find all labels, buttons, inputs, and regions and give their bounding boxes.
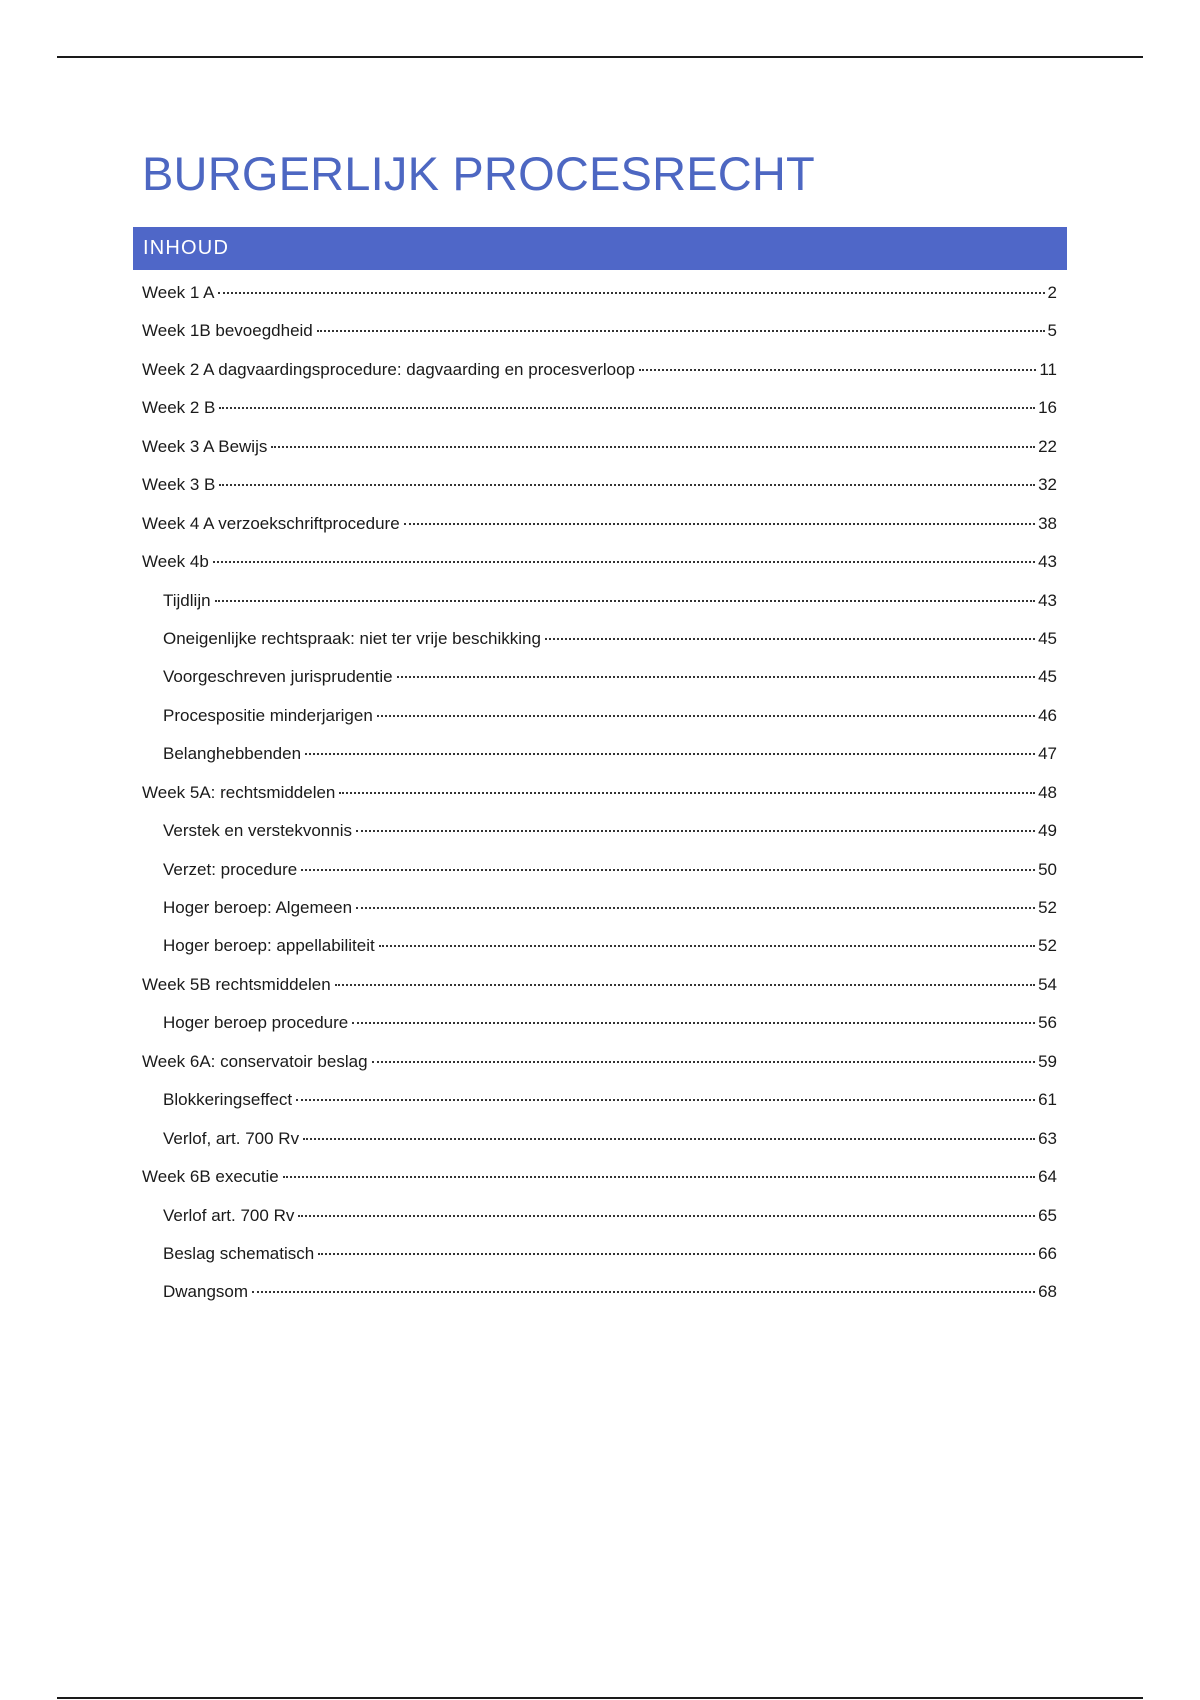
toc-entry-label: Blokkeringseffect [163, 1090, 293, 1110]
toc-entry-page-number: 61 [1038, 1090, 1057, 1110]
toc-dot-leader [335, 984, 1035, 986]
toc-entry[interactable] [142, 505, 1057, 543]
toc-entry[interactable] [142, 428, 1057, 466]
toc-entry[interactable] [142, 1043, 1057, 1081]
toc-entry-label: Hoger beroep: appellabiliteit [163, 936, 375, 956]
toc-dot-leader [283, 1176, 1035, 1178]
toc-dot-leader [397, 676, 1035, 678]
toc-entry[interactable] [142, 543, 1057, 581]
toc-entry-label: Week 1 A [142, 283, 215, 302]
table-of-contents [142, 274, 1057, 1312]
toc-entry-label: Verzet: procedure [163, 859, 298, 879]
toc-dot-leader [305, 753, 1035, 755]
toc-entry-label: Week 4 A verzoekschriftprocedure [142, 513, 400, 533]
toc-entry-label: Week 2 A dagvaardingsprocedure: dagvaarding en procesverloop [142, 359, 636, 379]
toc-entry-page-number: 22 [1038, 436, 1057, 456]
toc-entry-page-number: 68 [1038, 1282, 1057, 1302]
toc-heading: INHOUD [133, 227, 1067, 270]
toc-dot-leader [404, 523, 1035, 525]
header-rule [57, 56, 1143, 58]
toc-entry[interactable] [142, 812, 1057, 850]
toc-entry-page-number: 32 [1038, 475, 1057, 495]
toc-entry-label: Procespositie minderjarigen [163, 705, 373, 725]
toc-dot-leader [377, 715, 1035, 717]
toc-entry[interactable] [142, 389, 1057, 427]
toc-dot-leader [639, 369, 1036, 371]
toc-entry-page-number: 63 [1038, 1128, 1057, 1148]
toc-entry[interactable] [142, 582, 1057, 620]
toc-entry-label: Verlof art. 700 Rv [163, 1205, 295, 1225]
toc-dot-leader [303, 1138, 1035, 1140]
toc-entry-page-number: 54 [1038, 974, 1057, 994]
toc-entry-page-number: 2 [1047, 283, 1057, 302]
toc-entry[interactable] [142, 1197, 1057, 1235]
toc-entry-page-number: 56 [1038, 1013, 1057, 1033]
toc-dot-leader [252, 1291, 1035, 1293]
toc-entry-page-number: 66 [1038, 1243, 1057, 1263]
toc-dot-leader [356, 830, 1035, 832]
toc-dot-leader [379, 945, 1035, 947]
toc-entry-page-number: 38 [1038, 513, 1057, 533]
toc-entry-page-number: 45 [1038, 667, 1057, 687]
toc-entry-label: Verstek en verstekvonnis [163, 821, 352, 841]
toc-entry-label: Week 6B executie [142, 1167, 279, 1187]
toc-entry[interactable] [142, 1158, 1057, 1196]
toc-dot-leader [356, 907, 1035, 909]
toc-entry-label: Voorgeschreven jurisprudentie [163, 667, 393, 687]
toc-entry-page-number: 43 [1038, 590, 1057, 610]
toc-entry-label: Week 6A: conservatoir beslag [142, 1051, 368, 1071]
toc-entry[interactable] [142, 1004, 1057, 1042]
toc-dot-leader [545, 638, 1035, 640]
toc-entry[interactable] [142, 1273, 1057, 1311]
toc-entry-page-number: 52 [1038, 898, 1057, 917]
toc-entry-page-number: 50 [1038, 859, 1057, 879]
toc-dot-leader [219, 407, 1035, 409]
toc-entry-page-number: 5 [1047, 321, 1057, 341]
toc-entry[interactable] [142, 466, 1057, 504]
toc-entry-label: Week 5B rechtsmiddelen [142, 974, 331, 994]
toc-entry[interactable] [142, 658, 1057, 696]
toc-entry-label: Dwangsom [163, 1282, 249, 1302]
toc-entry-page-number: 48 [1038, 782, 1057, 802]
toc-entry-label: Hoger beroep procedure [163, 1013, 349, 1033]
toc-entry-label: Beslag schematisch [163, 1243, 315, 1263]
toc-entry-page-number: 43 [1038, 552, 1057, 572]
toc-dot-leader [301, 869, 1035, 871]
toc-entry-page-number: 11 [1039, 359, 1057, 379]
toc-entry[interactable] [142, 889, 1057, 927]
toc-entry[interactable] [142, 697, 1057, 735]
toc-entry[interactable] [142, 927, 1057, 965]
toc-dot-leader [317, 330, 1045, 332]
toc-dot-leader [298, 1215, 1035, 1217]
toc-entry-label: Verlof, art. 700 Rv [163, 1128, 300, 1148]
toc-entry-page-number: 59 [1038, 1051, 1057, 1071]
footer-rule [57, 1697, 1143, 1699]
toc-entry-label: Week 5A: rechtsmiddelen [142, 782, 336, 802]
toc-entry-label: Week 1B bevoegdheid [142, 321, 313, 341]
toc-entry[interactable] [142, 774, 1057, 812]
toc-entry[interactable] [142, 735, 1057, 773]
toc-entry-page-number: 47 [1038, 744, 1057, 764]
toc-entry-page-number: 64 [1038, 1167, 1057, 1187]
toc-entry-page-number: 46 [1038, 705, 1057, 725]
toc-dot-leader [219, 484, 1035, 486]
toc-dot-leader [213, 561, 1035, 563]
toc-entry[interactable] [142, 851, 1057, 889]
toc-dot-leader [215, 600, 1036, 602]
toc-entry-page-number: 65 [1038, 1205, 1057, 1225]
toc-entry[interactable] [142, 312, 1057, 350]
toc-dot-leader [318, 1253, 1035, 1255]
toc-entry-label: Tijdlijn [163, 590, 211, 610]
toc-entry[interactable] [142, 351, 1057, 389]
toc-dot-leader [352, 1022, 1035, 1024]
toc-entry-label: Week 2 B [142, 398, 216, 418]
toc-entry-label: Week 3 A Bewijs [142, 436, 268, 456]
toc-entry-page-number: 52 [1038, 936, 1057, 956]
toc-entry[interactable] [142, 1120, 1057, 1158]
toc-entry[interactable] [142, 966, 1057, 1004]
toc-entry-page-number: 16 [1038, 398, 1057, 418]
toc-entry[interactable] [142, 274, 1057, 312]
toc-entry-page-number: 45 [1038, 628, 1057, 648]
toc-entry-label: Oneigenlijke rechtspraak: niet ter vrije beschikking [163, 628, 541, 648]
toc-entry-label: Hoger beroep: Algemeen [163, 898, 353, 917]
toc-entry-label: Belanghebbenden [163, 744, 302, 764]
toc-entry-label: Week 4b [142, 552, 209, 572]
toc-dot-leader [271, 446, 1035, 448]
toc-entry[interactable] [142, 1235, 1057, 1273]
toc-entry[interactable] [142, 620, 1057, 658]
toc-dot-leader [372, 1061, 1036, 1063]
toc-dot-leader [296, 1099, 1035, 1101]
toc-entry-page-number: 49 [1038, 821, 1057, 841]
document-title: BURGERLIJK PROCESRECHT [142, 147, 815, 200]
toc-entry[interactable] [142, 1081, 1057, 1119]
toc-dot-leader [218, 292, 1044, 294]
toc-entry-label: Week 3 B [142, 475, 216, 495]
toc-dot-leader [339, 792, 1035, 794]
